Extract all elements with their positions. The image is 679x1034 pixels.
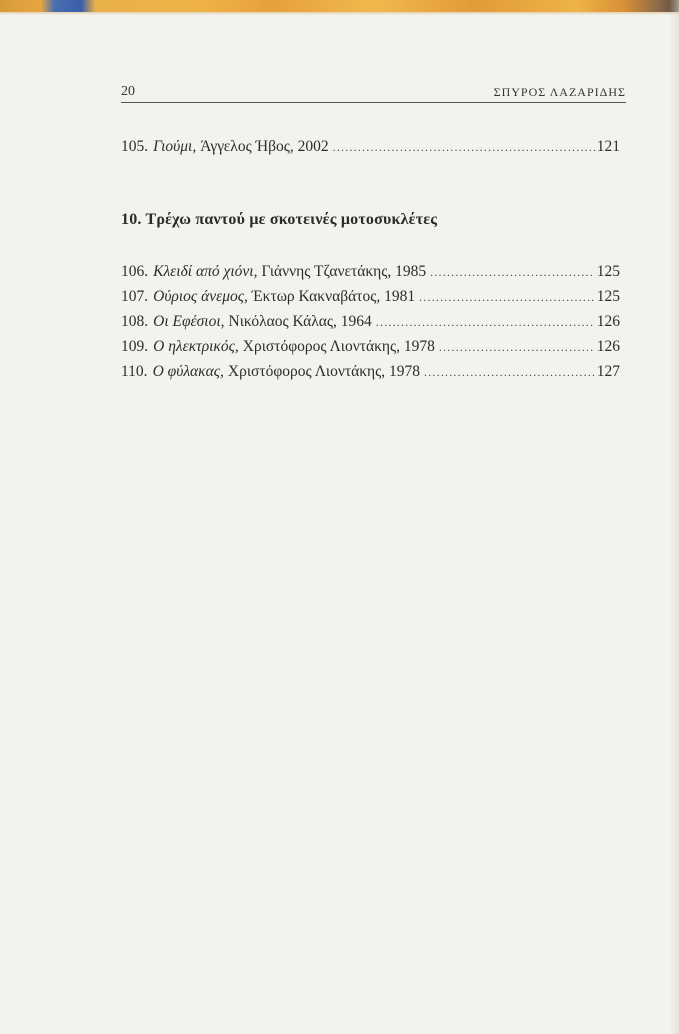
dot-leader <box>419 287 595 307</box>
entry-page: 126 <box>596 313 620 330</box>
entry-title: Ούριος άνεμος, <box>153 288 248 305</box>
entry-author-year: Χριστόφορος Λιοντάκης, 1978 <box>242 338 435 355</box>
toc-entry <box>121 262 620 282</box>
entry-author-year: Έκτωρ Κακναβάτος, 1981 <box>251 288 416 305</box>
entry-page: 126 <box>596 338 620 355</box>
entry-author-year: Άγγελος Ήβος, 2002 <box>200 138 329 155</box>
entry-number: 109. <box>121 338 149 355</box>
dot-leader <box>439 337 595 357</box>
toc-entry <box>121 362 620 382</box>
running-title: ΣΠΥΡΟΣ ΛΑΖΑΡΙΔΗΣ <box>493 85 626 99</box>
entry-title: Γιούμι, <box>153 138 197 155</box>
entry-number: 108. <box>121 313 149 330</box>
toc-entry <box>121 287 620 307</box>
page-header <box>121 82 626 103</box>
dot-leader <box>376 312 595 332</box>
entry-number: 107. <box>121 288 149 305</box>
entry-title: Οι Εφέσιοι, <box>153 313 225 330</box>
section-heading: 10. Τρέχω παντού με σκοτεινές μοτοσυκλέτες <box>121 211 438 228</box>
toc-entry <box>121 312 620 332</box>
entry-author-year: Νικόλαος Κάλας, 1964 <box>228 313 372 330</box>
toc-entry <box>121 137 620 157</box>
toc-entry <box>121 337 620 357</box>
dot-leader <box>430 262 595 282</box>
entry-page: 125 <box>596 288 620 305</box>
entry-number: 105. <box>121 138 149 155</box>
cover-edge-strip <box>0 0 679 12</box>
entry-page: 125 <box>596 263 620 280</box>
page-edge-shadow <box>669 0 679 1034</box>
dot-leader <box>424 362 595 382</box>
entry-author-year: Χριστόφορος Λιοντάκης, 1978 <box>227 363 421 380</box>
entry-number: 106. <box>121 263 149 280</box>
dot-leader <box>333 137 595 157</box>
entry-author-year: Γιάννης Τζανετάκης, 1985 <box>261 263 427 280</box>
entry-title: Ο ηλεκτρικός, <box>153 338 239 355</box>
page-number: 20 <box>121 84 135 99</box>
entry-title: Κλειδί από χιόνι, <box>153 263 258 280</box>
entry-title: Ο φύλακας, <box>152 363 224 380</box>
entry-number: 110. <box>121 363 148 380</box>
entry-page: 127 <box>596 363 620 380</box>
entry-page: 121 <box>596 138 620 155</box>
